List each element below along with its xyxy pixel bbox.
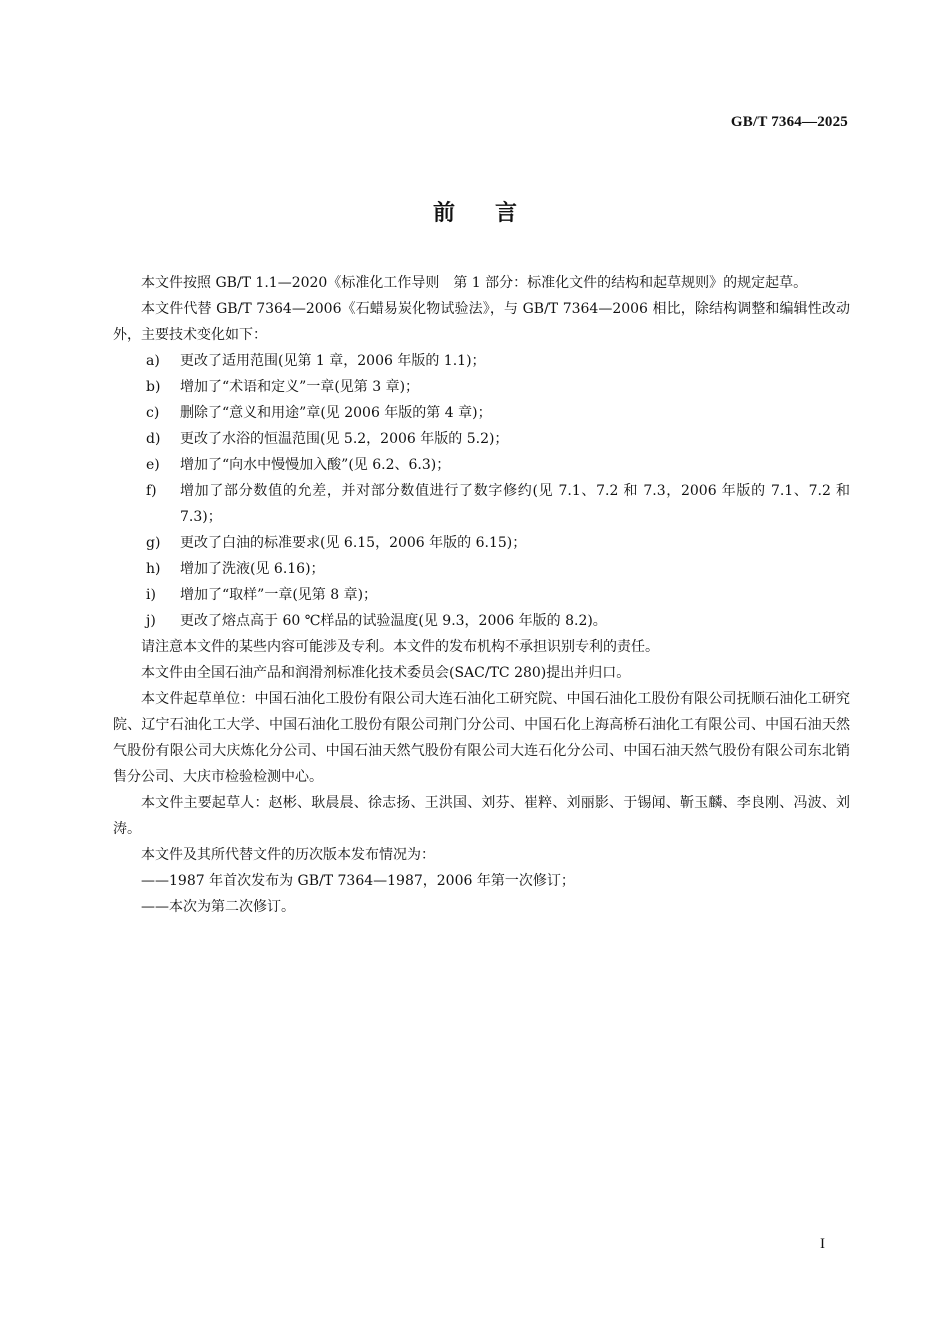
list-item xyxy=(113,556,850,582)
paragraph-replacement: 本文件代替 GB/T 7364—2006《石蜡易炭化物试验法》，与 GB/T 7364—2006 相比，除结构调整和编辑性改动外，主要技术变化如下： xyxy=(113,301,850,343)
document-body xyxy=(113,270,850,920)
list-item xyxy=(113,582,850,608)
list-item xyxy=(113,400,850,426)
list-item-label: i) xyxy=(146,587,156,603)
history-item: ——1987 年首次发布为 GB/T 7364—1987，2006 年第一次修订； xyxy=(141,873,575,889)
paragraph-history-intro: 本文件及其所代替文件的历次版本发布情况为： xyxy=(141,847,435,863)
list-item-text: 增加了“术语和定义”一章(见第 3 章)； xyxy=(180,379,420,395)
list-item xyxy=(113,530,850,556)
list-item xyxy=(113,374,850,400)
list-item-text: 更改了水浴的恒温范围(见 5.2，2006 年版的 5.2)； xyxy=(180,431,509,447)
list-item-label: e) xyxy=(146,457,160,473)
list-item-text: 增加了部分数值的允差，并对部分数值进行了数字修约(见 7.1、7.2 和 7.3，2006 年版的 7.1、7.2 和 7.3)； xyxy=(180,483,850,525)
list-item-label: b) xyxy=(146,379,161,395)
list-item-text: 删除了“意义和用途”章(见 2006 年版的第 4 章)； xyxy=(180,405,492,421)
list-item-text: 增加了洗液(见 6.16)； xyxy=(180,561,325,577)
standard-number: GB/T 7364—2025 xyxy=(730,114,848,130)
history-item: ——本次为第二次修订。 xyxy=(141,899,295,915)
list-item-label: a) xyxy=(146,353,160,369)
list-item-label: g) xyxy=(146,535,161,551)
paragraph-patent-notice: 请注意本文件的某些内容可能涉及专利。本文件的发布机构不承担识别专利的责任。 xyxy=(141,639,659,655)
page-number: I xyxy=(820,1236,825,1252)
list-item-text: 增加了“取样”一章(见第 8 章)； xyxy=(180,587,378,603)
list-item-text: 更改了白油的标准要求(见 6.15，2006 年版的 6.15)； xyxy=(180,535,527,551)
list-item-label: d) xyxy=(146,431,161,447)
page-title: 前言 xyxy=(432,201,557,226)
list-item xyxy=(113,426,850,452)
list-item xyxy=(113,478,850,530)
list-item-label: j) xyxy=(146,613,156,629)
list-item-label: h) xyxy=(146,561,161,577)
list-item-label: f) xyxy=(146,483,157,499)
list-item-text: 更改了适用范围(见第 1 章，2006 年版的 1.1)； xyxy=(180,353,486,369)
changes-list xyxy=(113,348,850,634)
list-item xyxy=(113,608,850,634)
list-item-text: 更改了熔点高于 60 ℃样品的试验温度(见 9.3，2006 年版的 8.2)。 xyxy=(180,613,607,629)
list-item xyxy=(113,452,850,478)
list-item xyxy=(113,348,850,374)
paragraph-proposer: 本文件由全国石油产品和润滑剂标准化技术委员会(SAC/TC 280)提出并归口。 xyxy=(141,665,631,681)
list-item-text: 增加了“向水中慢慢加入酸”(见 6.2、6.3)； xyxy=(180,457,451,473)
paragraph-drafters: 本文件主要起草人：赵彬、耿晨晨、徐志扬、王洪国、刘芬、崔粹、刘丽影、于锡闻、靳玉麟、李良刚、冯波、刘涛。 xyxy=(113,795,850,837)
paragraph-drafting-units: 本文件起草单位：中国石油化工股份有限公司大连石油化工研究院、中国石油化工股份有限公司抚顺石油化工研究院、辽宁石油化工大学、中国石油化工股份有限公司荆门分公司、中国石化上海高桥石油化工有限公司、中国石油天然气股份有限公司大庆炼化分公司、中国石油天然气股份有限公司大连石化分公司、中国石油天然气股份有限公司东北销售分公司、大庆市检验检测中心。 xyxy=(113,691,850,785)
list-item-label: c) xyxy=(146,405,160,421)
paragraph-drafting-rules: 本文件按照 GB/T 1.1—2020《标准化工作导则 第 1 部分：标准化文件的结构和起草规则》的规定起草。 xyxy=(141,275,808,291)
